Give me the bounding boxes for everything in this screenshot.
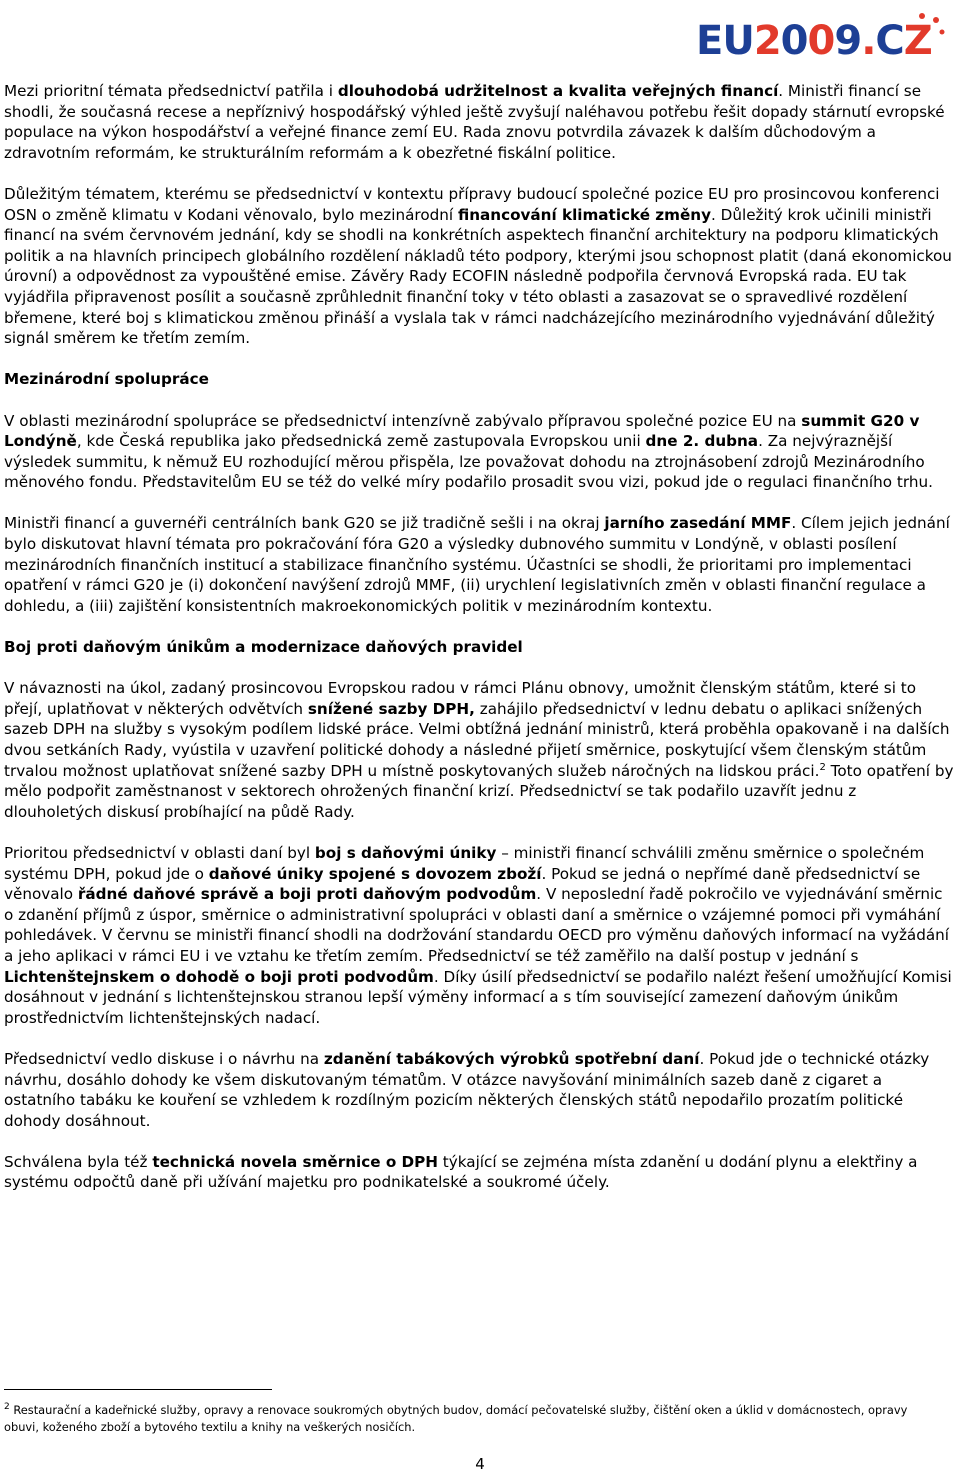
text-run: Ministři financí a guvernéři centrálních bank G20 se již tradičně sešli i na okraj	[4, 514, 605, 533]
bold-text: financování klimatické změny	[457, 205, 711, 224]
bold-text: snížené sazby DPH,	[307, 699, 475, 718]
paragraph	[4, 843, 956, 1028]
document-body	[4, 81, 956, 1214]
footnote-separator	[4, 1389, 272, 1390]
text-run: . Díky úsilí předsednictví se podařilo nalézt řešení umožňující Komisi dosáhnout v jednání s lichtenštejnskou stranou lepší výměny informací a s tím související zamezení daňovým únikům prostřednictvím lichtenštejnských nadací.	[4, 967, 952, 1027]
text-run: Důležitým tématem, kterému se předsednictví v kontextu přípravy budoucí společné pozice EU pro prosincovou konferenci OSN o změně klimatu v Kodani věnovalo, bylo mezinárodní	[4, 184, 940, 224]
text-run: . Ministři financí se shodli, že současná recese a nepříznivý hospodářský výhled ještě zvyšují naléhavou potřebu řešit dopady stárnutí evropské populace na výkon hospodářství a veřejné finance zemí EU. Rada znovu potvrdila závazek k dalším důchodovým a zdravotním reformám, ke strukturálním reformám a k obezřetné fiskální politice.	[4, 82, 945, 162]
paragraph	[4, 1152, 956, 1193]
paragraph	[4, 184, 956, 349]
text-run: týkající se zejména místa zdanění u dodání plynu a elektřiny a systému odpočtů daně při užívání majetku pro podnikatelské a soukromé účely.	[4, 1152, 918, 1192]
text-run: . Za nejvýraznější výsledek summitu, k němuž EU rozhodující měrou přispěla, lze považovat dohodu na ztrojnásobení zdrojů Mezinárodního měnového fondu. Představitelům EU se též do velké míry podařilo prosadit svou vizi, pokud jde o regulaci finančního trhu.	[4, 432, 933, 492]
bold-text: technická novela směrnice o DPH	[152, 1152, 438, 1171]
text-run: , kde Česká republika jako předsednická země zastupovala Evropskou unii	[76, 432, 646, 451]
text-run: . Pokud jde o technické otázky návrhu, dosáhlo dohody ke všem diskutovaným tématům. V otázce navyšování minimálních sazeb daně z cigaret a ostatního tabáku ke kouření se vzhledem k rozdílným pozicím některých členských států nepodařilo prozatím politické dohody dosáhnout.	[4, 1049, 930, 1130]
text-run: Toto opatření by mělo podpořit zaměstnanost v sektorech ohrožených finanční krizí. Předsednictví se tak podařilo uzavřít jednu z dlouholetých diskusí probíhající na půdě Rady.	[4, 761, 954, 821]
section-heading: Mezinárodní spolupráce	[4, 370, 209, 389]
bold-text: jarního zasedání MMF	[604, 514, 792, 533]
paragraph	[4, 1049, 956, 1131]
text-run: . Cílem jejich jednání bylo diskutovat hlavní témata pro pokračování fóra G20 a výsledky dubnového summitu v Londýně, v oblasti posílení mezinárodních finančních institucí a stabilizace finančního systému. Účastníci se shodli, že prioritami pro implementaci opatření v rámci G20 je (i) dokončení navýšení zdrojů MMF, (ii) urychlení legislativních změn v oblasti finanční regulace a dohledu, a (iii) zajištění konsistentních makroekonomických politik v mezinárodním kontextu.	[4, 514, 950, 615]
page-number: 4	[475, 1455, 485, 1473]
paragraph	[4, 678, 956, 822]
text-run: . V neposlední řadě pokročilo ve vyjednávání směrnic o zdanění příjmů z úspor, směrnice o administrativní spolupráci v oblasti daní a směrnice o vzájemné pomoci při vymáhání pohledávek. V červnu se ministři financí shodli na dodržování standardu OECD pro výměnu daňových informací na vyžádání a jeho aplikaci v rámci EU i ve vztahu ke třetím zemím. Předsednictví se též zaměřilo na další postup v jednání s	[4, 885, 950, 965]
text-run: . Pokud se jedná o nepřímé daně předsednictví se věnovalo	[4, 864, 921, 904]
bold-text: řádné daňové správě a boji proti daňovým podvodům	[77, 885, 537, 904]
text-run: V oblasti mezinárodní spolupráce se předsednictví intenzívně zabývalo přípravou společné pozice EU na	[4, 411, 802, 430]
footnote-number: 2	[4, 1402, 10, 1413]
bold-text: dne 2. dubna	[645, 432, 759, 451]
bold-text: summit G20 v Londýně	[4, 411, 920, 451]
text-run: Prioritou předsednictví v oblasti daní byl	[4, 843, 315, 862]
paragraph	[4, 513, 956, 616]
text-run: – ministři financí schválili změnu směrnice o společném systému DPH, pokud jde o	[4, 843, 925, 883]
text-run: zahájilo předsednictví v lednu debatu o aplikaci snížených sazeb DPH na služby s vysokým podílem lidské práce. Velmi obtížná jednání ministrů, která proběhla opakovaně i na dalších dvou setkáních Rady, vyústila v uzavření politické dohody a následné přijetí směrnice, poskytující všem členským státům trvalou možnost uplatňovat snížené sazby DPH u místně poskytovaných služeb náročných na lidskou práci.	[4, 699, 950, 780]
text-run: . Důležitý krok učinili ministři financí na svém červnovém jednání, kdy se shodli na konkrétních aspektech finanční architektury na podporu klimatických politik a na hlavních principech globálního rozdělení nákladů této podpory, kterými jsou schopnost platit (daná ekonomickou úrovní) a odpovědnost za vypouštěné emise. Závěry Rady ECOFIN následně podpořila červnová Evropská rada. EU tak vyjádřila připravenost posílit a současně zprůhlednit finanční toky v této oblasti a zasazovat se o spravedlivé rozdělení břemene, které boj s klimatickou změnou přináší a vyslala tak v rámci nadcházejícího mezinárodního vyjednávání důležitý signál směrem ke třetím zemím.	[4, 205, 952, 348]
text-run: V návaznosti na úkol, zadaný prosincovou Evropskou radou v rámci Plánu obnovy, umožnit členským státům, které si to přejí, uplatňovat v některých odvětvích	[4, 679, 916, 718]
bold-text: boj s daňovými úniky	[314, 843, 497, 862]
paragraph	[4, 81, 956, 163]
svg-text:EU2009.CZ: EU2009.CZ	[696, 18, 932, 64]
paragraph	[4, 411, 956, 493]
footnote-ref: 2	[819, 761, 826, 773]
text-run: Předsednictví vedlo diskuse i o návrhu na	[4, 1049, 324, 1068]
bold-text: dlouhodobá udržitelnost a kvalita veřejných financí	[337, 82, 779, 100]
footnote-text: Restaurační a kadeřnické služby, opravy a renovace soukromých obytných budov, domácí pečovatelské služby, čištění oken a úklid v domácnostech, opravy obuvi, koženého zboží a bytového textilu a knihy na veškerých nosičích.	[4, 1403, 908, 1434]
bold-text: zdanění tabákových výrobků spotřební daní	[323, 1049, 700, 1068]
bold-text: Lichtenštejnskem o dohodě o boji proti podvodům	[4, 967, 434, 986]
eu2009-logo	[694, 10, 948, 70]
text-run: Schválena byla též	[4, 1152, 153, 1171]
text-run: Mezi prioritní témata předsednictví patřila i	[4, 82, 338, 100]
bold-text: daňové úniky spojené s dovozem zboží	[208, 864, 542, 883]
footnote	[4, 1402, 944, 1436]
section-heading: Boj proti daňovým únikům a modernizace daňových pravidel	[4, 638, 523, 657]
